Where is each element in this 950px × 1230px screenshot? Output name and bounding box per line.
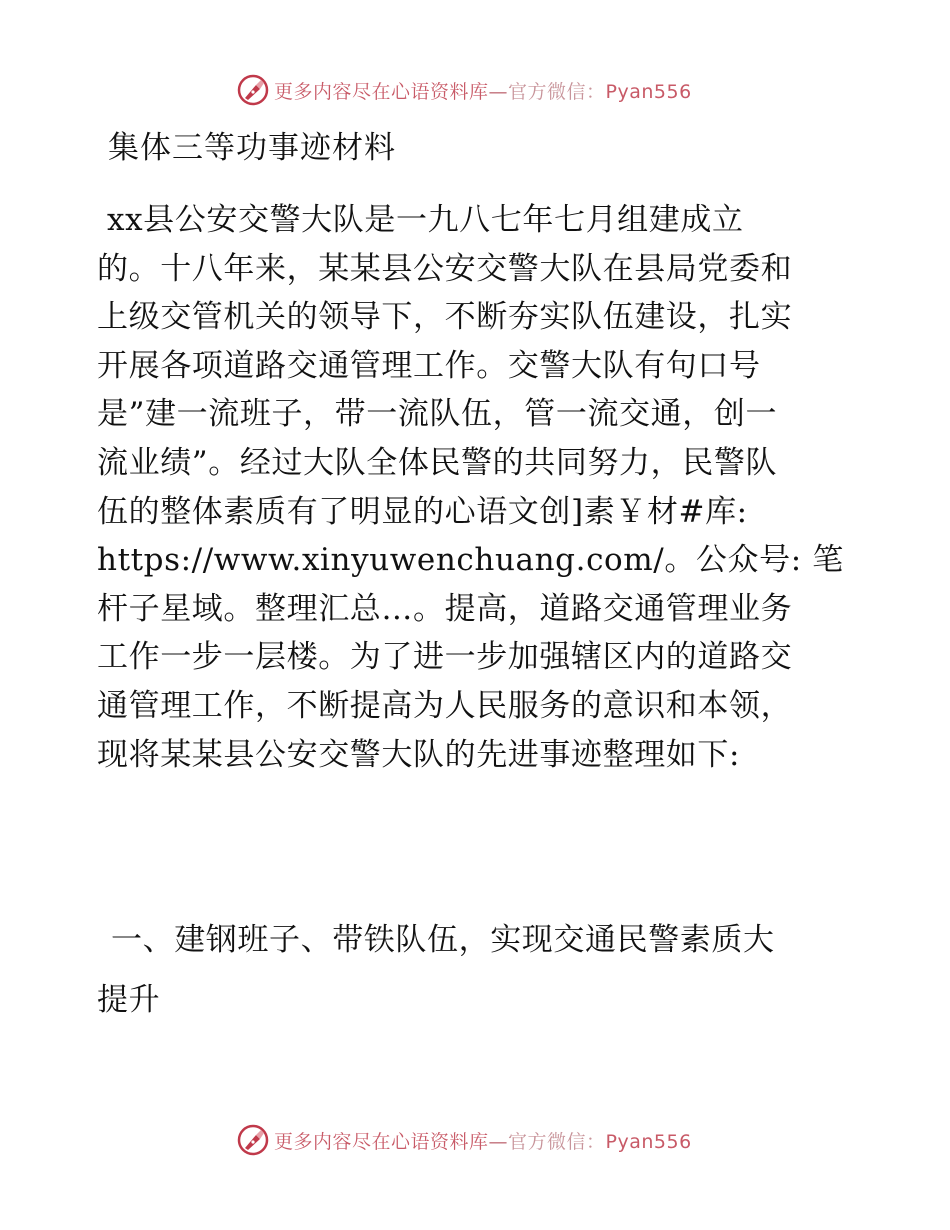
banner-wechat-id: Pyan556 bbox=[605, 1130, 692, 1153]
banner-brand-text: 更多内容尽在心语资料库 bbox=[274, 1130, 489, 1153]
body-paragraph bbox=[97, 196, 857, 779]
paragraph-line: 流业绩”。经过大队全体民警的共同努力，民警队 bbox=[97, 444, 778, 481]
banner-wechat-label: 官方微信： bbox=[508, 1130, 606, 1153]
banner-brand-text: 更多内容尽在心语资料库 bbox=[274, 80, 489, 103]
header-banner bbox=[236, 72, 756, 108]
paragraph-line: 现将某某县公安交警大队的先进事迹整理如下: bbox=[97, 736, 741, 773]
paragraph-line: 是”建一流班子，带一流队伍，管一流交通，创一 bbox=[97, 396, 778, 433]
paragraph-line: 的。十八年来，某某县公安交警大队在县局党委和 bbox=[97, 250, 793, 287]
banner-dash: — bbox=[488, 1130, 509, 1153]
paragraph-line: 开展各项道路交通管理工作。交警大队有句口号 bbox=[97, 347, 761, 384]
banner-wechat-label: 官方微信： bbox=[508, 80, 606, 103]
section-heading-line: 一、建钢班子、带铁队伍，实现交通民警素质大 bbox=[111, 922, 775, 958]
banner-dash: — bbox=[488, 80, 509, 103]
paragraph-line: https://www.xinyuwenchuang.com/。公众号: 笔 bbox=[97, 542, 844, 579]
paragraph-line: 伍的整体素质有了明显的心语文创]素￥材#库: bbox=[97, 493, 748, 530]
section-heading bbox=[97, 910, 775, 1030]
paragraph-line: 上级交管机关的领导下，不断夯实队伍建设，扎实 bbox=[97, 299, 793, 336]
banner-wechat-id: Pyan556 bbox=[605, 80, 692, 103]
paragraph-line: 杆子星域。整理汇总…。提高，道路交通管理业务 bbox=[97, 590, 793, 627]
section-heading-line: 提升 bbox=[97, 982, 161, 1018]
pen-nib-logo-icon bbox=[236, 1123, 270, 1157]
footer-banner bbox=[236, 1122, 756, 1158]
document-title: 集体三等功事迹材料 bbox=[108, 130, 396, 166]
paragraph-line: 工作一步一层楼。为了进一步加强辖区内的道路交 bbox=[97, 639, 793, 676]
pen-nib-logo-icon bbox=[236, 73, 270, 107]
paragraph-line: xx县公安交警大队是一九八七年七月组建成立 bbox=[107, 202, 744, 238]
banner-text bbox=[274, 1127, 692, 1154]
paragraph-line: 通管理工作，不断提高为人民服务的意识和本领， bbox=[97, 687, 793, 724]
banner-text bbox=[274, 77, 692, 104]
